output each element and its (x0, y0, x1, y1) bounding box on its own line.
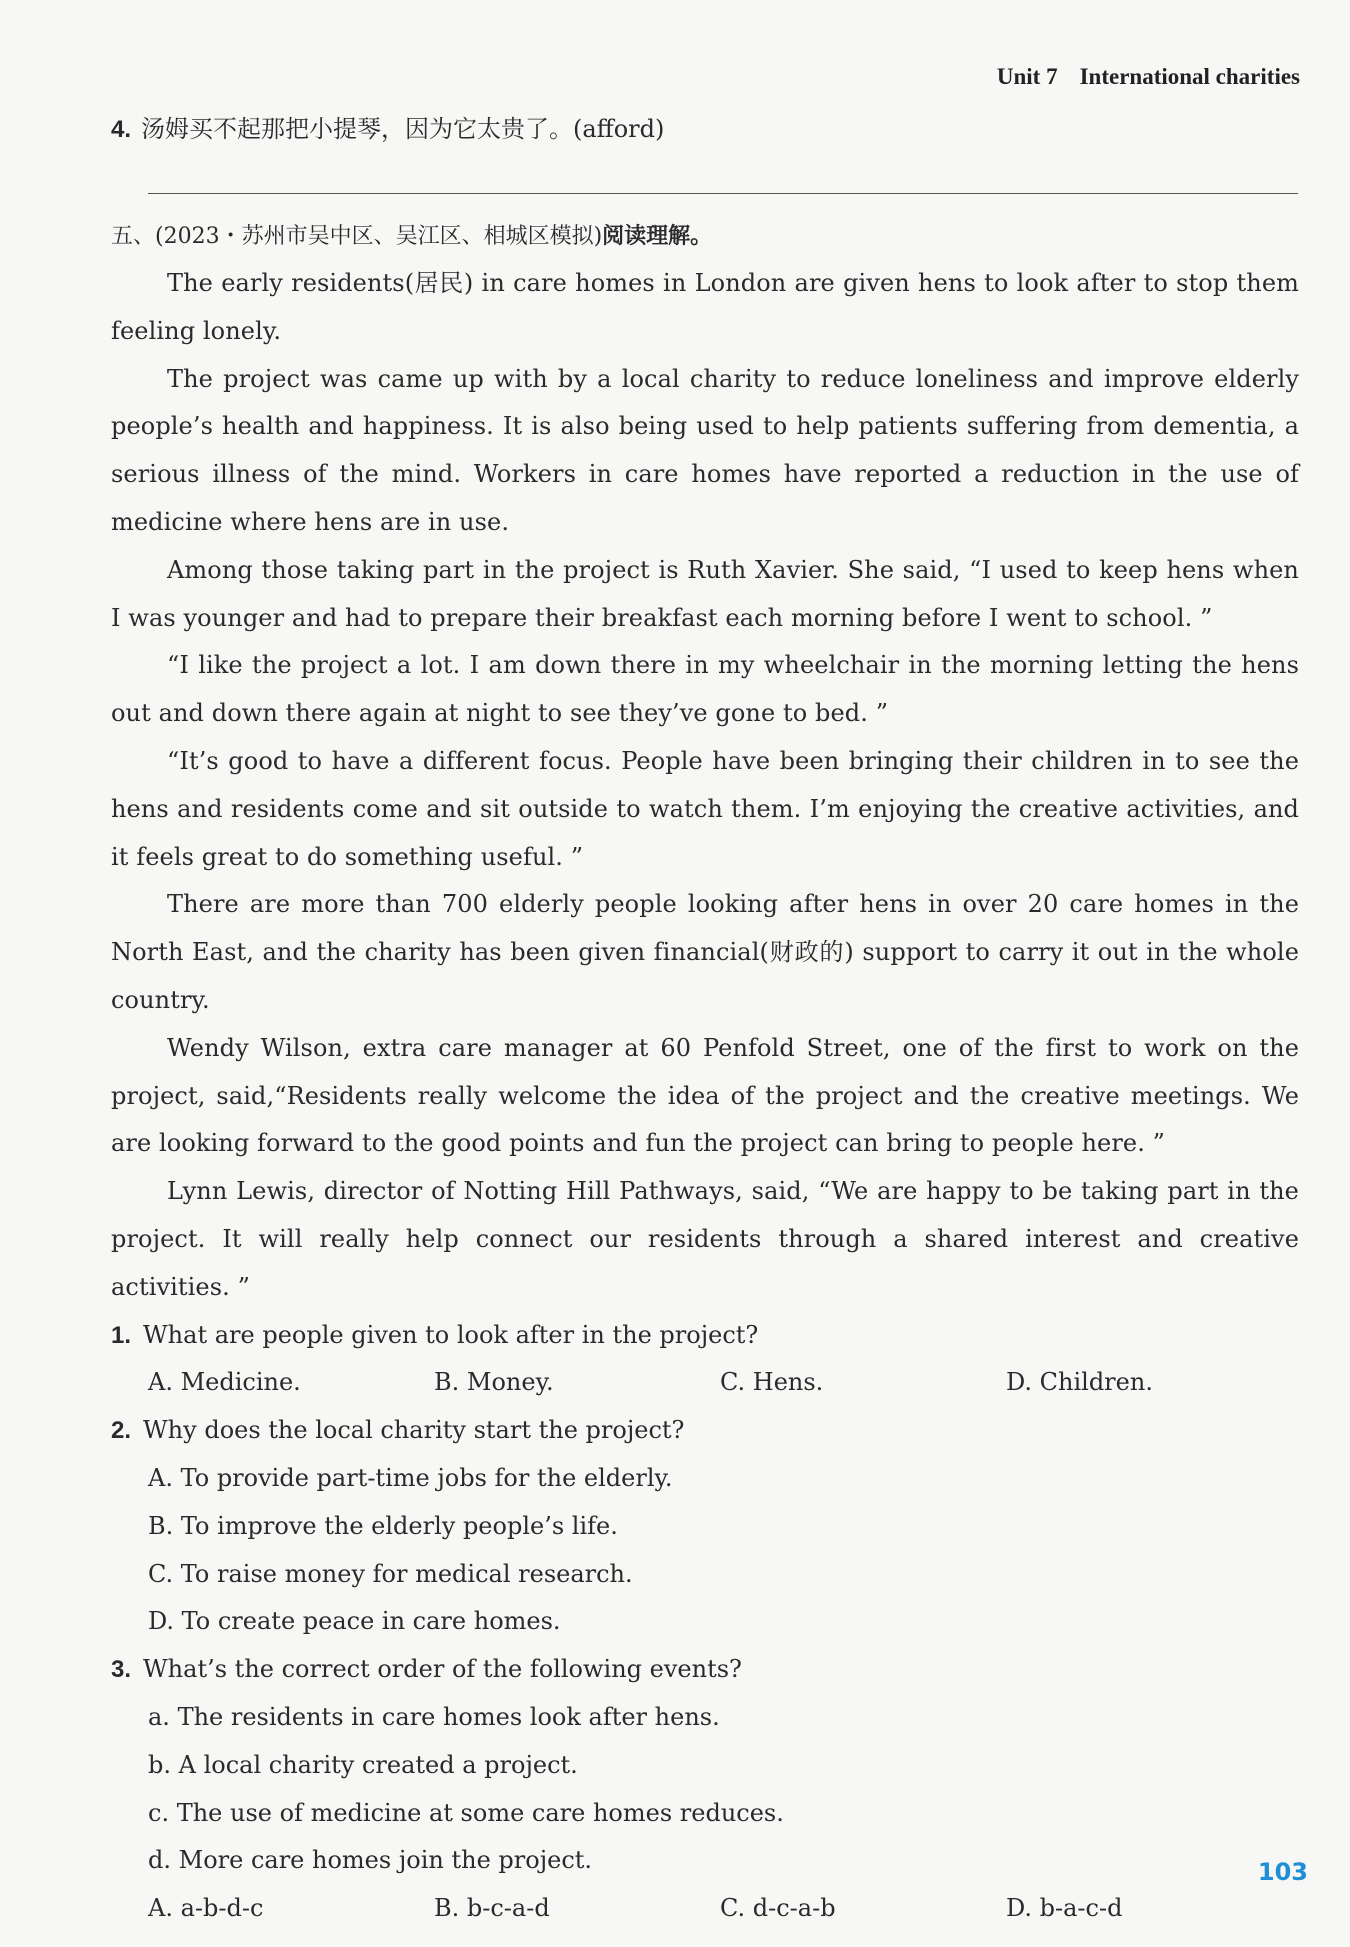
option-b[interactable]: B. b-c-a-d (434, 1894, 550, 1923)
option-a[interactable]: A. To provide part-time jobs for the elderly. (148, 1463, 673, 1492)
passage-paragraph: Among those taking part in the project is Ruth Xavier. She said, “I used to keep hens when I was younger and had to prepare their breakfast each morning before I went to school. ” (111, 555, 1299, 632)
event-a: a. The residents in care homes look after hens. (148, 1702, 720, 1731)
page-number: 103 (1257, 1858, 1308, 1886)
option-d[interactable]: D. Children. (1006, 1368, 1153, 1397)
section-task: 阅读理解。 (602, 224, 713, 249)
answer-line[interactable] (148, 193, 1298, 194)
option-c[interactable]: C. d-c-a-b (720, 1894, 836, 1923)
passage-paragraph: Wendy Wilson, extra care manager at 60 Penfold Street, one of the first to work on the project, said,“Residents really welcome the idea of the project and the creative meetings. We are looking forward to the good points and fun the project can bring to people here. ” (111, 1033, 1299, 1158)
unit-title: International charities (1079, 64, 1300, 89)
option-b[interactable]: B. Money. (434, 1368, 554, 1397)
option-b[interactable]: B. To improve the elderly people’s life. (148, 1511, 618, 1540)
question-2 (111, 1407, 1299, 1646)
event-c: c. The use of medicine at some care homes reduces. (148, 1798, 784, 1827)
passage-paragraph: Lynn Lewis, director of Notting Hill Pathways, said, “We are happy to be taking part in the project. It will really help connect our residents through a shared interest and creative activities. ” (111, 1177, 1299, 1301)
question-number: 3. (111, 1656, 132, 1684)
passage-paragraph: “I like the project a lot. I am down there in my wheelchair in the morning letting the hens out and down there again at night to see they’ve gone to bed. ” (111, 651, 1299, 728)
question-number: 4. (111, 116, 132, 143)
question-text: Why does the local charity start the project? (143, 1416, 685, 1445)
question-3 (111, 1646, 1299, 1933)
running-header (997, 64, 1300, 90)
question-1 (111, 1312, 1299, 1408)
passage-paragraph: There are more than 700 elderly people looking after hens in over 20 care homes in the North East, and the charity has been given financial(财政的) support to carry it out in the whole country. (111, 890, 1299, 1014)
option-a[interactable]: A. Medicine. (148, 1368, 301, 1397)
question-number: 1. (111, 1321, 132, 1349)
event-d: d. More care homes join the project. (148, 1846, 593, 1875)
content (111, 111, 1299, 1933)
section-title (111, 214, 1299, 260)
passage-paragraph: The project was came up with by a local charity to reduce loneliness and improve elderly people’s health and happiness. It is also being used to help patients suffering from dementia, a serious illness of the mind. Workers in care homes have reported a reduction in the use of medicine where hens are in use. (111, 364, 1299, 536)
question-text: What’s the correct order of the following events? (143, 1655, 742, 1684)
section-label: 五、 (111, 224, 156, 249)
option-c[interactable]: C. Hens. (720, 1368, 824, 1397)
passage-paragraph: The early residents(居民) in care homes in London are given hens to look after to stop them feeling lonely. (111, 269, 1299, 345)
question-number: 2. (111, 1417, 132, 1445)
question-text: What are people given to look after in the project? (143, 1320, 759, 1349)
option-d[interactable]: D. To create peace in care homes. (148, 1607, 561, 1636)
option-d[interactable]: D. b-a-c-d (1006, 1894, 1123, 1923)
option-a[interactable]: A. a-b-d-c (148, 1894, 264, 1923)
translation-question-4 (111, 111, 1299, 148)
passage (111, 260, 1299, 1312)
passage-paragraph: “It’s good to have a different focus. People have been bringing their children in to see the hens and residents come and sit outside to watch them. I’m enjoying the creative activities, and it feels great to do something useful. ” (111, 746, 1299, 871)
section-source: (2023・苏州市吴中区、吴江区、相城区模拟) (155, 224, 603, 249)
option-c[interactable]: C. To raise money for medical research. (148, 1559, 633, 1588)
question-text: 汤姆买不起那把小提琴，因为它太贵了。(afford) (141, 115, 665, 143)
unit-label: Unit 7 (996, 64, 1058, 89)
event-b: b. A local charity created a project. (148, 1750, 578, 1779)
